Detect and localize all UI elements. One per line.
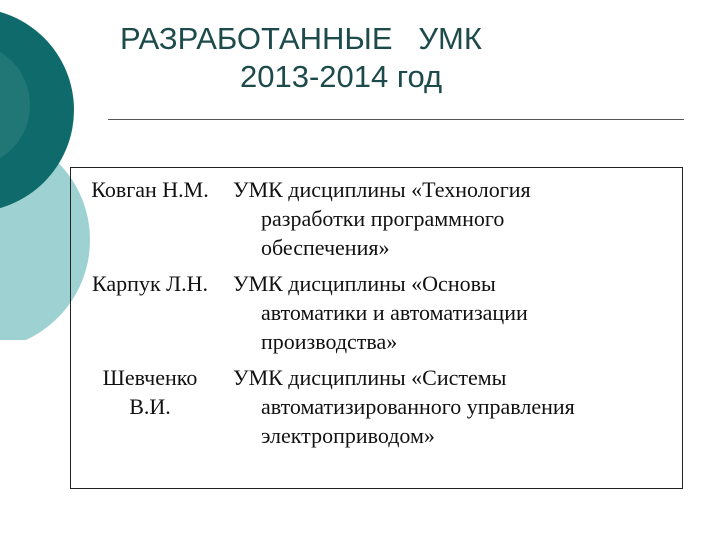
- title-divider: [108, 119, 684, 120]
- table-row: [71, 168, 682, 262]
- author-name: Шевченко: [102, 365, 198, 390]
- description-cell: [229, 356, 682, 450]
- description-cell: [229, 262, 682, 356]
- umk-table-grid: [71, 168, 682, 450]
- author-name: Карпук Л.Н.: [92, 271, 208, 296]
- description-line: автоматизированного управления: [261, 394, 575, 419]
- author-cell: [71, 356, 229, 450]
- title-line-1: РАЗРАБОТАННЫЕ УМК: [120, 21, 482, 56]
- description-line: УМК дисциплины «Системы: [233, 365, 507, 390]
- description-cell: [229, 168, 682, 262]
- umk-table: [70, 167, 683, 489]
- description-line: электроприводом»: [261, 423, 435, 448]
- description-line: обеспечения»: [261, 235, 390, 260]
- title-line-2: 2013-2014 год: [240, 59, 443, 94]
- description-line: автоматики и автоматизации: [261, 300, 528, 325]
- description-line: УМК дисциплины «Основы: [233, 271, 496, 296]
- author-cell: [71, 168, 229, 262]
- description-line: УМК дисциплины «Технология: [233, 177, 531, 202]
- description-line: разработки программного: [261, 206, 505, 231]
- author-cell: [71, 262, 229, 356]
- author-initials: В.И.: [129, 394, 171, 419]
- table-row: [71, 262, 682, 356]
- author-name: Ковган Н.М.: [91, 177, 209, 202]
- description-line: производства»: [261, 329, 398, 354]
- table-row: [71, 356, 682, 450]
- slide-title: [108, 20, 608, 96]
